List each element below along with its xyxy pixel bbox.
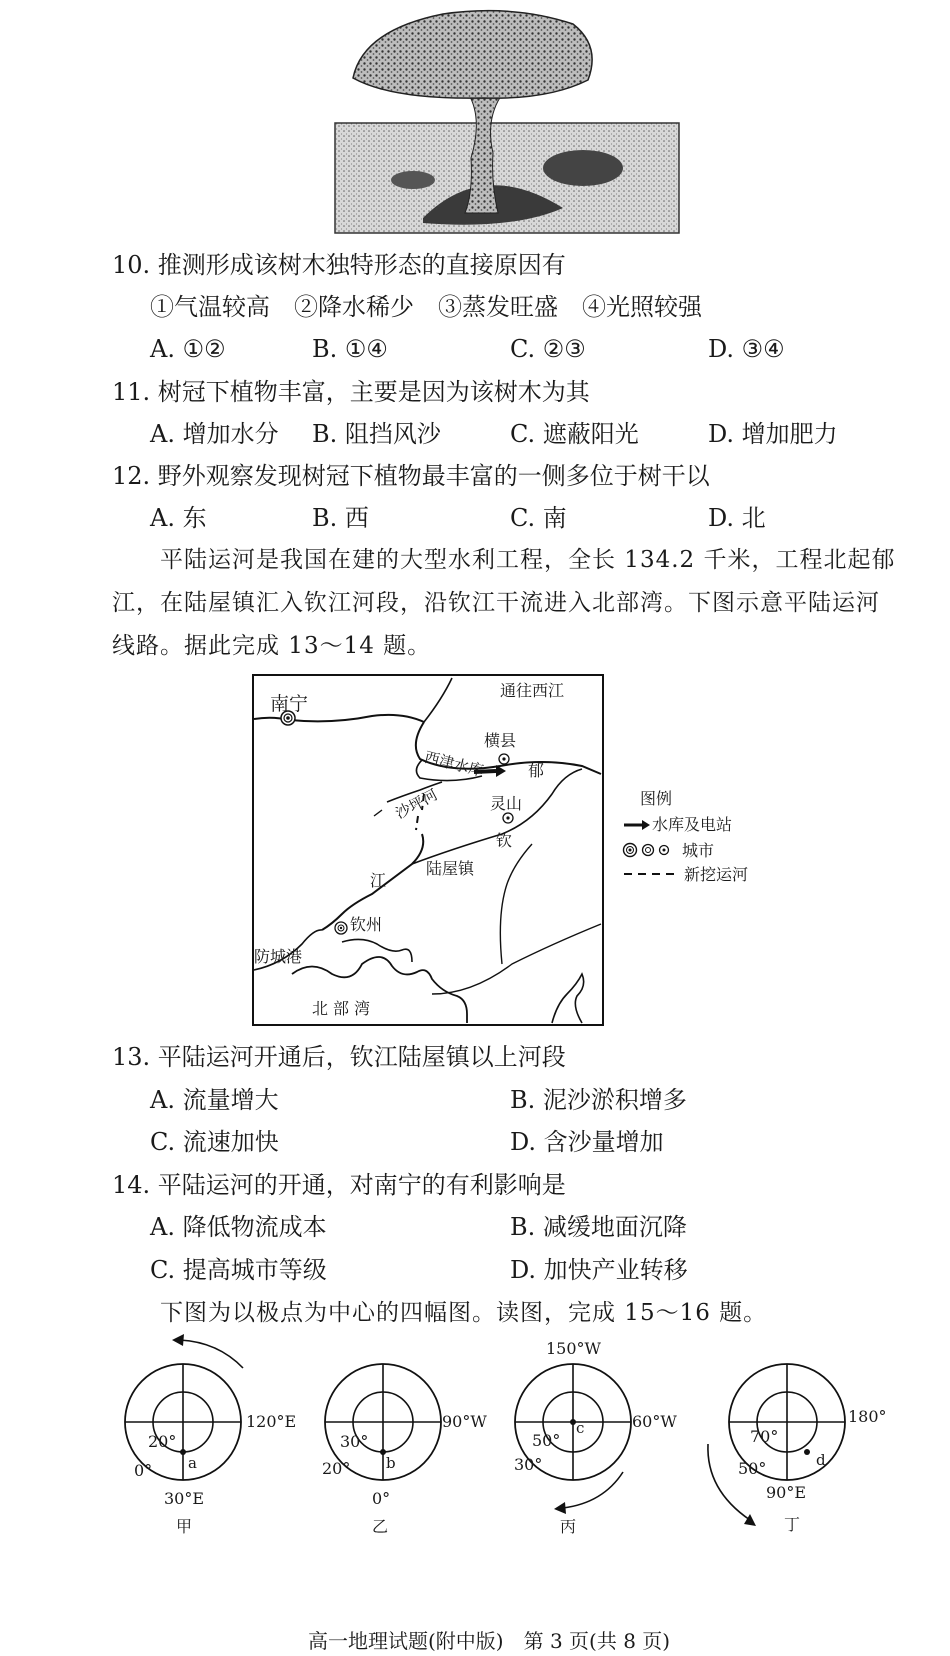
canal-map xyxy=(252,674,604,1026)
polar-ding-rotation-arrow xyxy=(700,1440,760,1530)
polar-bing-name: 丙 xyxy=(560,1517,577,1536)
intro-line-3: 线路。据此完成 13～14 题。 xyxy=(112,633,432,659)
map-label-xijin-reservoir: 西津水库 xyxy=(422,748,486,780)
legend-city-icon xyxy=(622,842,674,858)
map-label-beibu: 北部湾 xyxy=(312,999,376,1018)
map-label-to-xijiang: 通往西江 xyxy=(500,681,565,700)
q13-option-a[interactable]: A. 流量增大 xyxy=(150,1086,279,1114)
intro-2: 下图为以极点为中心的四幅图。读图，完成 15～16 题。 xyxy=(160,1300,768,1326)
q10-option-d[interactable]: D. ③④ xyxy=(708,335,785,363)
intro-line-2: 江，在陆屋镇汇入钦江河段，沿钦江干流进入北部湾。下图示意平陆运河 xyxy=(112,590,880,616)
map-label-qin: 钦 xyxy=(496,831,513,850)
legend-canal-label: 新挖运河 xyxy=(684,865,749,884)
q12-option-a[interactable]: A. 东 xyxy=(150,504,207,532)
q12-option-c[interactable]: C. 南 xyxy=(510,504,567,532)
q14-option-c[interactable]: C. 提高城市等级 xyxy=(150,1256,327,1284)
q13-option-b[interactable]: B. 泥沙淤积增多 xyxy=(510,1086,687,1114)
q10-option-a[interactable]: A. ①② xyxy=(150,335,226,363)
polar-ding-name: 丁 xyxy=(784,1515,801,1534)
q11-option-d[interactable]: D. 增加肥力 xyxy=(708,420,838,448)
polar-ding-point: d xyxy=(816,1451,826,1469)
legend-reservoir-icon xyxy=(622,818,652,832)
qinzhou-city-symbol xyxy=(335,922,347,934)
legend-reservoir-label: 水库及电站 xyxy=(652,815,733,834)
legend-city-label: 城市 xyxy=(682,841,715,860)
page-footer: 高一地理试题(附中版) 第 3 页(共 8 页) xyxy=(308,1629,671,1653)
polar-bing-rotation-arrow xyxy=(548,1468,628,1514)
q14-option-a[interactable]: A. 降低物流成本 xyxy=(150,1213,327,1241)
legend-title: 图例 xyxy=(640,789,673,808)
polar-bing-right-label: 60°W xyxy=(632,1412,677,1431)
polar-jia-right-label: 120°E xyxy=(246,1412,297,1431)
q12-option-d[interactable]: D. 北 xyxy=(708,504,766,532)
map-label-yu: 郁 xyxy=(528,761,545,780)
intro-line-1: 平陆运河是我国在建的大型水利工程，全长 134.2 千米，工程北起郁 xyxy=(160,547,896,573)
q13-option-d[interactable]: D. 含沙量增加 xyxy=(510,1128,664,1156)
q14-option-d[interactable]: D. 加快产业转移 xyxy=(510,1256,688,1284)
map-label-jiang: 江 xyxy=(370,871,387,890)
tree-illustration xyxy=(333,8,683,236)
polar-yi-point: b xyxy=(386,1454,396,1472)
map-label-nanning: 南宁 xyxy=(270,693,309,715)
map-label-qinzhou: 钦州 xyxy=(350,915,383,934)
question-10-stem: 10. 推测形成该树木独特形态的直接原因有 xyxy=(112,251,566,279)
map-label-luwu: 陆屋镇 xyxy=(426,859,475,878)
polar-yi-inner-label: 30° xyxy=(340,1432,369,1451)
q11-option-b[interactable]: B. 阻挡风沙 xyxy=(312,420,441,448)
map-label-shaping-river: 沙坪河 xyxy=(392,785,441,823)
question-11-stem: 11. 树冠下植物丰富，主要是因为该树木为其 xyxy=(112,378,590,406)
polar-yi-right-label: 90°W xyxy=(442,1412,487,1431)
polar-ding-bottom-label: 90°E xyxy=(766,1483,807,1502)
polar-ding-right-label: 180° xyxy=(848,1407,887,1426)
question-12-stem: 12. 野外观察发现树冠下植物最丰富的一侧多位于树干以 xyxy=(112,462,710,490)
polar-jia-point: a xyxy=(188,1454,197,1472)
map-label-hengxian: 横县 xyxy=(484,731,517,750)
polar-bing-point: c xyxy=(576,1419,585,1437)
map-label-fangchenggang: 防城港 xyxy=(254,947,303,966)
lingshan-city-symbol xyxy=(503,813,513,823)
polar-ding-outer-label: 50° xyxy=(738,1459,767,1478)
map-label-lingshan: 灵山 xyxy=(490,794,523,813)
question-10-items: ①气温较高 ②降水稀少 ③蒸发旺盛 ④光照较强 xyxy=(150,293,702,321)
polar-jia-outer-label: 0° xyxy=(134,1461,153,1480)
polar-ding-inner-label: 70° xyxy=(750,1427,779,1446)
polar-jia-name: 甲 xyxy=(176,1517,193,1536)
polar-yi-name: 乙 xyxy=(372,1517,389,1536)
polar-yi-outer-label: 20° xyxy=(322,1459,351,1478)
legend-canal-icon xyxy=(622,868,678,880)
q11-option-a[interactable]: A. 增加水分 xyxy=(150,420,279,448)
polar-jia-inner-label: 20° xyxy=(148,1432,177,1451)
polar-bing-outer-label: 30° xyxy=(514,1455,543,1474)
polar-jia-rotation-arrow xyxy=(168,1332,248,1372)
polar-yi-bottom-label: 0° xyxy=(372,1489,391,1508)
question-14-stem: 14. 平陆运河的开通，对南宁的有利影响是 xyxy=(112,1171,566,1199)
hengxian-city-symbol xyxy=(499,754,509,764)
q12-option-b[interactable]: B. 西 xyxy=(312,504,369,532)
q11-option-c[interactable]: C. 遮蔽阳光 xyxy=(510,420,639,448)
polar-jia-bottom-label: 30°E xyxy=(164,1489,205,1508)
polar-bing-inner-label: 50° xyxy=(532,1431,561,1450)
q13-option-c[interactable]: C. 流速加快 xyxy=(150,1128,279,1156)
question-13-stem: 13. 平陆运河开通后，钦江陆屋镇以上河段 xyxy=(112,1043,566,1071)
polar-bing-top-label: 150°W xyxy=(546,1339,601,1358)
q10-option-b[interactable]: B. ①④ xyxy=(312,335,388,363)
q14-option-b[interactable]: B. 减缓地面沉降 xyxy=(510,1213,687,1241)
q10-option-c[interactable]: C. ②③ xyxy=(510,335,586,363)
